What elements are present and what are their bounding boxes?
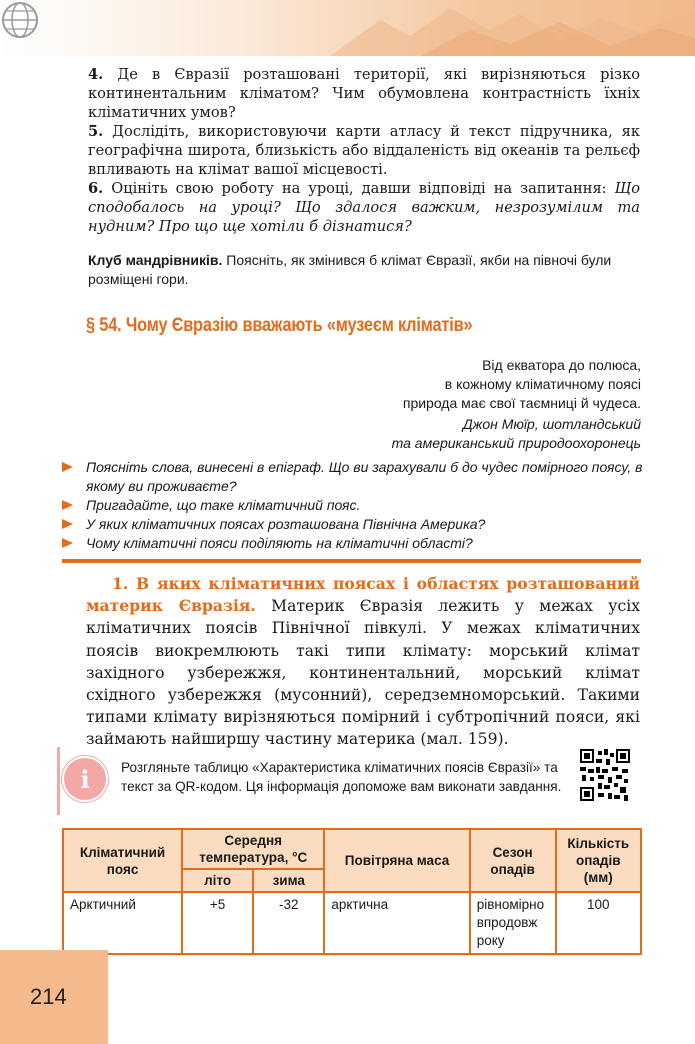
main-paragraph [86, 573, 640, 751]
header-precip: Кількість опадів (мм) [556, 829, 642, 892]
question-4 [88, 65, 640, 122]
cell-summer: +5 [182, 892, 253, 954]
triangle-bullet-icon [62, 538, 73, 548]
question-6 [88, 179, 640, 236]
question-text: Дослідіть, використовуючи карти атласу й текст підручника, як географічна широта, близькість або віддаленість від океанів та рельєф впливають на клімат вашої місцевості. [88, 123, 640, 178]
triangle-bullet-icon [62, 519, 73, 529]
bullet-text: Поясніть слова, винесені в епіграф. Що ви зарахували б до чудес помірного поясу, в якому ви проживаєте? [86, 459, 643, 494]
info-accent-bar [57, 747, 60, 815]
question-number: 6. [88, 180, 104, 197]
cell-season: рівномірно впродовж року [470, 892, 556, 954]
table-row [63, 892, 641, 954]
header-summer: літо [182, 869, 253, 892]
globe-icon [0, 0, 40, 40]
paragraph-heading: 1. В яких кліматичних поясах і областях розташований материк Євразія. [86, 574, 640, 616]
epigraph-author-line: та американський природоохоронець [391, 435, 641, 451]
cell-precip: 100 [556, 892, 642, 954]
climate-table [62, 828, 642, 955]
epigraph-line: Від екватора до полюса, [482, 357, 641, 373]
cell-air-mass: арктична [324, 892, 469, 954]
epigraph-author [281, 415, 641, 453]
warmup-questions [62, 458, 646, 553]
bullet-text: Пригадайте, що таке кліматичний пояс. [86, 497, 361, 513]
paragraph-body: Материк Євразія лежить у межах усіх кліматичних поясів Північної півкулі. У межах кліматичних поясів виокремлюють такі типи клімату: морський клімат західного узбережжя, континентальний, морський клімат східного узбережжя (мусонний), середземноморський. Такими типами клімату вирізняються помірний і субтропічний пояси, які займають найширшу частину материка (мал. 159). [86, 597, 640, 749]
bullet-item [62, 496, 646, 515]
epigraph-author-line: Джон Мюїр, шотландський [462, 416, 641, 432]
section-title: § 54. Чому Євразію вважають «музеєм кліматів» [86, 315, 473, 336]
bullet-text: У яких кліматичних поясах розташована Північна Америка? [86, 516, 486, 532]
epigraph [281, 356, 641, 453]
question-text: Де в Євразії розташовані території, які вирізняються різко континентальним кліматом? Чим обумовлена контрастність їхніх кліматичних умов? [88, 66, 641, 121]
question-number: 4. [88, 66, 104, 83]
info-text: Розгляньте таблицю «Характеристика кліматичних поясів Євразії» та текст за QR-кодом. Ця інформація допоможе вам виконати завдання. [121, 760, 562, 794]
question-text: Оцініть свою роботу на уроці, давши відповіді на запитання: [111, 180, 607, 197]
question-italic-text: Що сподобалось на уроці? Що здалося важким, незрозумілим та нудним? Про що ще хотіли б дізнатися? [88, 180, 641, 235]
header-winter: зима [253, 869, 324, 892]
mountain-decoration [0, 0, 695, 56]
bullet-item [62, 458, 646, 496]
bullet-item [62, 534, 646, 553]
qr-code-icon[interactable] [580, 749, 630, 801]
info-icon-letter: i [80, 764, 90, 794]
bullet-item [62, 515, 646, 534]
cell-winter: -32 [253, 892, 324, 954]
section-divider [62, 559, 641, 563]
question-number: 5. [88, 123, 104, 140]
epigraph-line: природа має свої таємниці й чудеса. [402, 395, 641, 411]
question-5 [88, 122, 640, 179]
page-number: 214 [30, 984, 67, 1009]
header-air-mass: Повітряна маса [324, 829, 469, 892]
cell-zone: Арктичний [63, 892, 182, 954]
epigraph-line: в кожному кліматичному поясі [444, 376, 641, 392]
header-season: Сезон опадів [470, 829, 556, 892]
top-decorative-band [0, 0, 695, 56]
bullet-text: Чому кліматичні пояси поділяють на кліматичні області? [86, 535, 473, 551]
triangle-bullet-icon [62, 462, 73, 472]
header-zone: Кліматичний пояс [63, 829, 182, 892]
header-temp: Середня температура, °С [182, 829, 324, 869]
club-label: Клуб мандрівників. [88, 252, 223, 268]
info-icon [62, 756, 108, 802]
travelers-club-task [88, 251, 640, 289]
triangle-bullet-icon [62, 500, 73, 510]
club-text: Поясніть, як змінився б клімат Євразії, якби на півночі були розміщені гори. [88, 252, 612, 287]
